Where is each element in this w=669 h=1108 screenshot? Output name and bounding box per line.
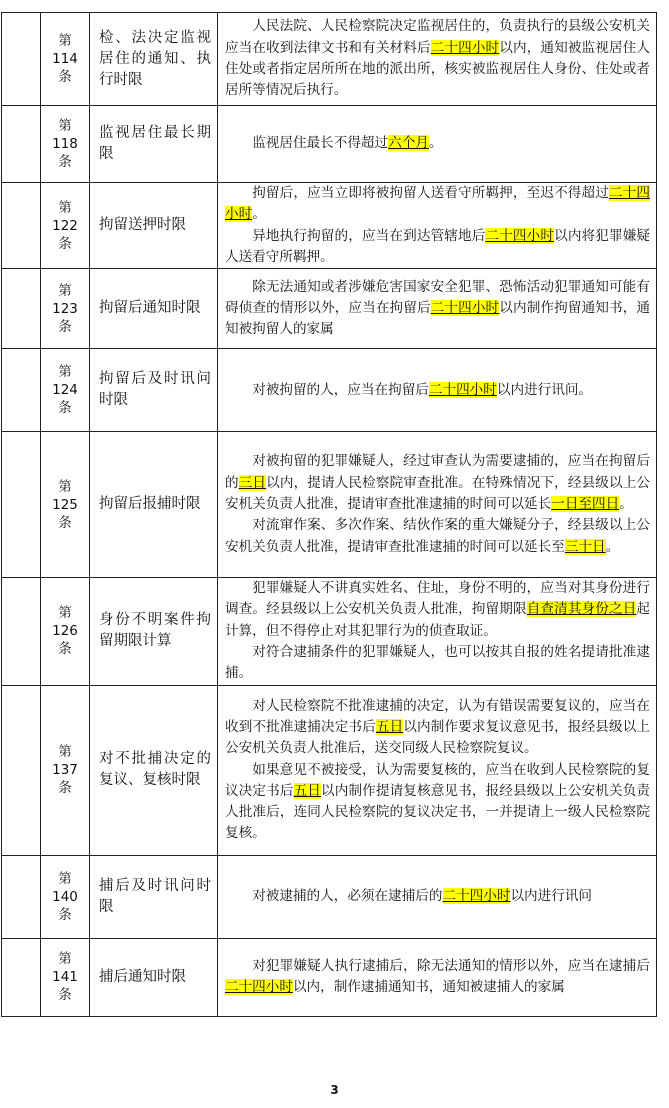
provision-paragraph [225, 133, 650, 154]
provision-paragraph [225, 696, 650, 760]
provision-text-cell [218, 183, 657, 269]
table-row [2, 269, 657, 349]
article-number-cell [41, 269, 90, 349]
left-blank-cell [2, 106, 41, 183]
table-row [2, 578, 657, 685]
article-number-part: 第 [58, 33, 72, 49]
provision-paragraph [225, 886, 650, 907]
paragraph-text: 。 [252, 206, 266, 223]
provision-paragraph [225, 277, 650, 341]
article-number-cell [41, 578, 90, 685]
provision-paragraph [225, 380, 650, 401]
article-number-part: 条 [58, 400, 72, 417]
provision-title: 检、法决定监视居住的通知、执行时限 [99, 29, 211, 88]
provision-title-cell [90, 578, 218, 685]
provision-text-cell [218, 938, 657, 1016]
article-number-part: 第 [58, 118, 72, 134]
article-number-part: 122 [52, 217, 78, 234]
highlighted-time-limit: 一日至四日 [551, 496, 620, 513]
left-blank-cell [2, 13, 41, 106]
provision-paragraph [225, 451, 650, 515]
article-number-part: 条 [58, 641, 72, 658]
provision-title-cell [90, 855, 218, 938]
article-number-part: 第 [58, 744, 72, 761]
highlighted-time-limit: 二十四小时 [485, 227, 555, 244]
provision-title-cell [90, 938, 218, 1016]
article-number-part: 第 [58, 282, 72, 299]
paragraph-text: 犯罪嫌疑人不讲真实姓名、住址，身份不明的，应当对其身份进行调查。经县级以上公安机关负责人批准，拘留期限 [225, 580, 650, 618]
paragraph-text: 对被拘留的犯罪嫌疑人，经过审查认为需要逮捕的，应当在拘留后的 [225, 453, 650, 491]
paragraph-text: 以内制作拘留通知书，通知被拘留人的家属 [225, 300, 651, 338]
article-number-part: 140 [52, 888, 78, 905]
article-number-part: 第 [58, 605, 72, 622]
paragraph-text: 对流窜作案、多次作案、结伙作案的重大嫌疑分子，经县级以上公安机关负责人批准，提请审查批准逮捕的时间可以延长至 [225, 517, 650, 555]
provision-title: 拘留后及时讯问时限 [99, 371, 211, 409]
provision-text-cell [218, 855, 657, 938]
highlighted-time-limit: 五日 [293, 782, 322, 799]
paragraph-text: 以内进行讯问 [510, 888, 593, 905]
provision-text-cell [218, 13, 657, 106]
left-blank-cell [2, 432, 41, 578]
highlighted-time-limit: 二十四小时 [430, 300, 500, 317]
paragraph-text: 对犯罪嫌疑人执行逮捕后，除无法通知的情形以外，应当在逮捕后 [252, 957, 650, 974]
article-number-part: 141 [52, 969, 78, 986]
article-number-part: 第 [58, 478, 72, 495]
provision-title: 捕后及时讯问时限 [99, 877, 211, 915]
provision-title-cell [90, 685, 218, 855]
provision-title: 拘留送押时限 [99, 217, 186, 234]
article-number-part: 第 [58, 364, 72, 381]
provision-title-cell [90, 183, 218, 269]
article-number-part: 124 [52, 382, 78, 399]
paragraph-text: 对符合逮捕条件的犯罪嫌疑人，也可以按其自报的姓名提请批准逮捕。 [225, 644, 650, 682]
provision-paragraph [225, 578, 650, 642]
article-number-part: 条 [58, 69, 72, 85]
article-number-part: 条 [58, 906, 72, 923]
provision-title-cell [90, 349, 218, 432]
table-row [2, 855, 657, 938]
provision-title-cell [90, 13, 218, 106]
article-number-part: 126 [52, 623, 78, 640]
paragraph-text: 拘留后，应当立即将被拘留人送看守所羁押，至迟不得超过 [252, 185, 609, 201]
highlighted-time-limit: 二十四小时 [428, 381, 497, 398]
provision-title: 拘留后通知时限 [99, 300, 201, 317]
paragraph-text: 如果意见不被接受，认为需要复核的，应当在收到人民检察院的复议决定书后 [225, 761, 650, 799]
paragraph-text: 以内制作提请复核意见书，报经县级以上公安机关负责人批准后，连同人民检察院的复议决定书，一并提请上一级人民检察院复核。 [225, 782, 651, 842]
left-blank-cell [2, 269, 41, 349]
provision-title: 身份不明案件拘留期限计算 [99, 612, 211, 650]
article-number-part: 条 [58, 154, 72, 170]
highlighted-time-limit: 三十日 [564, 538, 606, 555]
table-row [2, 938, 657, 1016]
time-limit-table [1, 12, 657, 1017]
provision-text-cell [218, 432, 657, 578]
table-row [2, 349, 657, 432]
highlighted-time-limit: 六个月 [388, 135, 429, 152]
article-number-part: 137 [52, 762, 78, 779]
left-blank-cell [2, 938, 41, 1016]
article-number-cell [41, 13, 90, 106]
provision-title: 监视居住最长期限 [99, 125, 211, 162]
provision-paragraph [225, 183, 650, 226]
table-row [2, 685, 657, 855]
paragraph-text: 人民法院、人民检察院决定监视居住的，负责执行的县级公安机关应当在收到法律文书和有关材料后 [225, 18, 650, 56]
highlighted-time-limit: 三日 [238, 474, 267, 491]
provision-text-cell [218, 578, 657, 685]
provision-paragraph [225, 515, 650, 558]
provision-title: 捕后通知时限 [99, 968, 186, 985]
provision-title: 拘留后报捕时限 [99, 496, 201, 513]
provision-paragraph [225, 760, 650, 845]
paragraph-text: 以内制作要求复议意见书，报经县级以上公安机关负责人批准后，送交同级人民检察院复议。 [225, 718, 651, 757]
provision-paragraph [225, 956, 650, 999]
article-number-part: 条 [58, 987, 72, 1004]
article-number-cell [41, 432, 90, 578]
provision-title-cell [90, 106, 218, 183]
article-number-part: 118 [52, 136, 78, 152]
provision-paragraph [225, 642, 650, 685]
paragraph-text: 。 [619, 496, 633, 513]
paragraph-text: 除无法通知或者涉嫌危害国家安全犯罪、恐怖活动犯罪通知可能有碍侦查的情形以外，应当在拘留后 [225, 278, 650, 317]
article-number-part: 条 [58, 514, 72, 531]
table-row [2, 13, 657, 106]
highlighted-time-limit: 五日 [375, 718, 404, 735]
paragraph-text: 以内将犯罪嫌疑人送看守所羁押。 [225, 227, 651, 265]
paragraph-text: 对被逮捕的人，必须在逮捕后的 [252, 888, 443, 905]
paragraph-text: 。 [605, 538, 620, 555]
provision-text-cell [218, 106, 657, 183]
provision-text-cell [218, 349, 657, 432]
article-number-part: 第 [58, 199, 72, 216]
provision-paragraph [225, 16, 650, 101]
highlighted-time-limit: 二十四小时 [225, 185, 651, 223]
table-row [2, 106, 657, 183]
paragraph-text: 以内进行讯问。 [496, 381, 593, 398]
left-blank-cell [2, 685, 41, 855]
provision-text-cell [218, 685, 657, 855]
paragraph-text: 以内，通知被监视居住人住处或者指定居所所在地的派出所，核实被监视居住人身份、住处或者居所等情况后执行。 [225, 39, 651, 99]
page-number: 3 [330, 1083, 339, 1097]
article-number-part: 条 [58, 780, 72, 797]
article-number-cell [41, 349, 90, 432]
highlighted-time-limit: 自查清其身份之日 [526, 601, 637, 618]
paragraph-text: 对人民检察院不批准逮捕的决定，认为有错误需要复议的，应当在收到不批准逮捕决定书后 [225, 697, 650, 735]
article-number-part: 125 [52, 496, 78, 513]
paragraph-text: 异地执行拘留的，应当在到达管辖地后 [252, 227, 486, 244]
left-blank-cell [2, 578, 41, 685]
provision-paragraph [225, 226, 650, 269]
table-row [2, 432, 657, 578]
left-blank-cell [2, 183, 41, 269]
article-number-cell [41, 106, 90, 183]
article-number-cell [41, 938, 90, 1016]
article-number-part: 第 [58, 951, 72, 968]
article-number-cell [41, 183, 90, 269]
paragraph-text: 监视居住最长不得超过 [252, 135, 389, 152]
table-row [2, 183, 657, 269]
left-blank-cell [2, 349, 41, 432]
article-number-part: 123 [52, 300, 78, 317]
left-blank-cell [2, 855, 41, 938]
article-number-part: 条 [58, 318, 72, 335]
paragraph-text: 以内，提请人民检察院审查批准。在特殊情况下，经县级以上公安机关负责人批准，提请审查批准逮捕的时间可以延长 [225, 474, 651, 513]
highlighted-time-limit: 二十四小时 [225, 979, 293, 996]
paragraph-text: 。 [428, 135, 443, 152]
article-number-part: 114 [52, 51, 78, 67]
provision-title-cell [90, 432, 218, 578]
table-body [2, 13, 657, 1017]
article-number-part: 条 [58, 235, 72, 252]
provision-text-cell [218, 269, 657, 349]
provision-title: 对不批捕决定的复议、复核时限 [99, 751, 211, 789]
paragraph-text: 以内，制作逮捕通知书，通知被逮捕人的家属 [292, 979, 565, 996]
paragraph-text: 起计算，但不得停止对其犯罪行为的侦查取证。 [225, 601, 651, 639]
provision-title-cell [90, 269, 218, 349]
article-number-cell [41, 685, 90, 855]
article-number-part: 第 [58, 870, 72, 887]
article-number-cell [41, 855, 90, 938]
highlighted-time-limit: 二十四小时 [430, 39, 500, 56]
paragraph-text: 对被拘留的人，应当在拘留后 [252, 381, 429, 398]
highlighted-time-limit: 二十四小时 [442, 888, 511, 905]
